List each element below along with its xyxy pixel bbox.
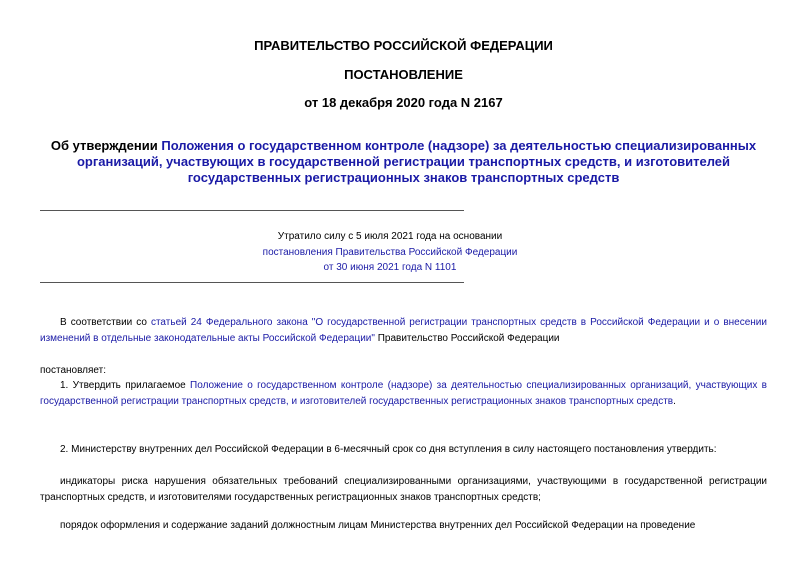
item-1-prefix: 1. Утвердить прилагаемое: [60, 380, 191, 391]
repeal-notice-text: Утратило силу с 5 июля 2021 года на основании: [277, 231, 503, 242]
issuing-authority: ПРАВИТЕЛЬСТВО РОССИЙСКОЙ ФЕДЕРАЦИИ: [254, 38, 553, 53]
paragraph-item-2: 2. Министерству внутренних дел Российской Федерации в 6-месячный срок со дня вступления в силу настоящего постановления утвердить:: [60, 444, 717, 455]
document-type: ПОСТАНОВЛЕНИЕ: [344, 67, 463, 82]
item-1-suffix: .: [673, 396, 676, 407]
repeal-decree-date-link[interactable]: от 30 июня 2021 года N 1101: [323, 262, 457, 273]
repeal-notice: [240, 229, 540, 276]
document-date-number: от 18 декабря 2020 года N 2167: [304, 95, 503, 110]
paragraph-basis: [40, 315, 767, 347]
repeal-decree-link[interactable]: постановления Правительства Российской Федерации: [262, 246, 518, 258]
paragraph-item-1: [40, 378, 767, 410]
document-title: [40, 138, 767, 186]
divider-top: [40, 210, 464, 211]
paragraph-task-procedure: порядок оформления и содержание заданий должностным лицам Министерства внутренних дел Российской Федерации на проведение: [60, 520, 696, 531]
divider-bottom: [40, 282, 464, 283]
title-prefix: Об утверждении: [50, 138, 162, 153]
paragraph-basis-prefix: В соответствии со: [60, 317, 151, 328]
paragraph-risk-indicators: индикаторы риска нарушения обязательных требований специализированными организациями, участвующими в государственной регистрации транспортных средств, и изготовителями государственных регистрационных знаков транспортных средств;: [40, 476, 767, 503]
regulation-link[interactable]: Положение о государственном контроле (надзоре) за деятельностью специализированных организаций, участвующих в государственной регистрации транспортных средств, и изготовителей государственных регистрационных знаков транспортных средств: [40, 380, 767, 407]
title-regulation-link[interactable]: Положения о государственном контроле (надзоре) за деятельностью специализированных организаций, участвующих в государственной регистрации транспортных средств, и изготовителей государственных регистрационных знаков транспортных средств: [76, 138, 757, 185]
paragraph-resolves: постановляет:: [40, 365, 107, 376]
paragraph-basis-suffix: Правительство Российской Федерации: [374, 333, 560, 344]
federal-law-link[interactable]: статьей 24 Федерального закона "О государственной регистрации транспортных средств в Российской Федерации и о внесении изменений в отдельные законодательные акты Российской Федерации": [40, 317, 767, 344]
